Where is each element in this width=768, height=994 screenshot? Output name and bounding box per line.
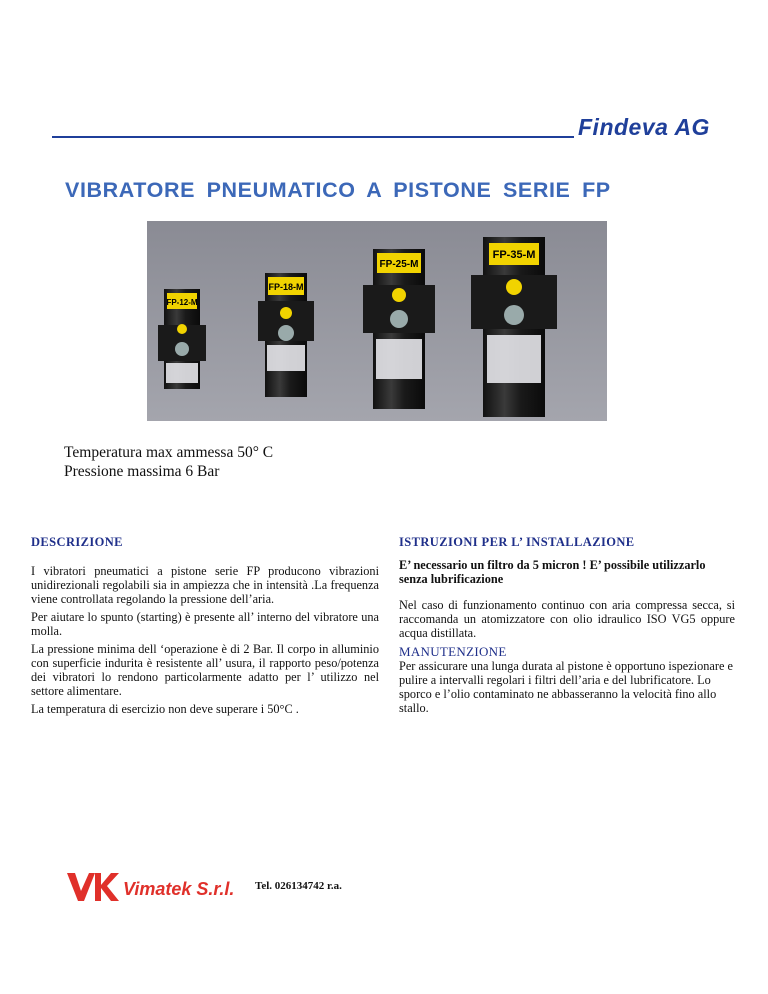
svg-text:FP-25-M: FP-25-M	[379, 259, 419, 270]
product-photo	[147, 221, 607, 421]
descrizione-heading: DESCRIZIONE	[31, 535, 123, 549]
descrizione-paragraph: Per aiutare lo spunto (starting) è presente all’ interno del vibratore una molla.	[31, 610, 379, 638]
vimatek-logo	[65, 865, 235, 905]
descrizione-body	[31, 564, 379, 720]
model-label: FP-12-M	[166, 298, 198, 307]
vimatek-logo-text: Vimatek S.r.l.	[123, 879, 235, 899]
vibrator-fp35	[471, 237, 557, 417]
manutenzione-heading: MANUTENZIONE	[399, 644, 507, 659]
findeva-logo: Findeva AG	[578, 114, 710, 140]
spec-pressure: Pressione massima 6 Bar	[64, 463, 220, 480]
descrizione-paragraph: La temperatura di esercizio non deve superare i 50°C .	[31, 702, 299, 716]
spec-temperature: Temperatura max ammessa 50° C	[64, 444, 274, 461]
istruzioni-note: E’ necessario un filtro da 5 micron ! E’ possibile utilizzarlo senza lubrificazione	[399, 558, 706, 586]
vibrators-illustration	[147, 221, 607, 421]
istruzioni-heading: ISTRUZIONI PER L’ INSTALLAZIONE	[399, 535, 635, 549]
vibrator-fp25	[363, 249, 435, 409]
svg-text:FP-35-M: FP-35-M	[492, 249, 536, 261]
descrizione-paragraph: La pressione minima dell ‘operazione è di 2 Bar. Il corpo in alluminio con superficie indurita è resistente all’ usura, il rapporto peso/potenza dei vibratori lo rendono particolarmente adatto per l’ utilizzo nel settore alimentare.	[31, 642, 379, 698]
vibrator-fp12	[158, 289, 206, 389]
descrizione-paragraph: I vibratori pneumatici a pistone serie FP producono vibrazioni unidirezionali regolabili sia in ampiezza che in intensità .La frequenza viene controllata regolando la pressione dell’aria.	[31, 564, 379, 606]
header-rule	[52, 136, 574, 138]
manutenzione-body: Per assicurare una lunga durata al pistone è opportuno ispezionare e pulire a intervalli regolari i filtri dell’aria e del lubrificatore. Lo sporco e l’olio contaminato ne abbasseranno la velocità fino allo stallo.	[399, 659, 733, 715]
svg-text:FP-18-M: FP-18-M	[268, 282, 304, 292]
page-title: VIBRATORE PNEUMATICO A PISTONE SERIE FP	[65, 178, 611, 202]
istruzioni-body: Nel caso di funzionamento continuo con aria compressa secca, si raccomanda un atomizzatore con olio idraulico ISO VG5 oppure acqua distillata.	[399, 598, 735, 640]
vibrator-fp18	[258, 273, 314, 397]
telephone: Tel. 026134742 r.a.	[255, 880, 342, 892]
